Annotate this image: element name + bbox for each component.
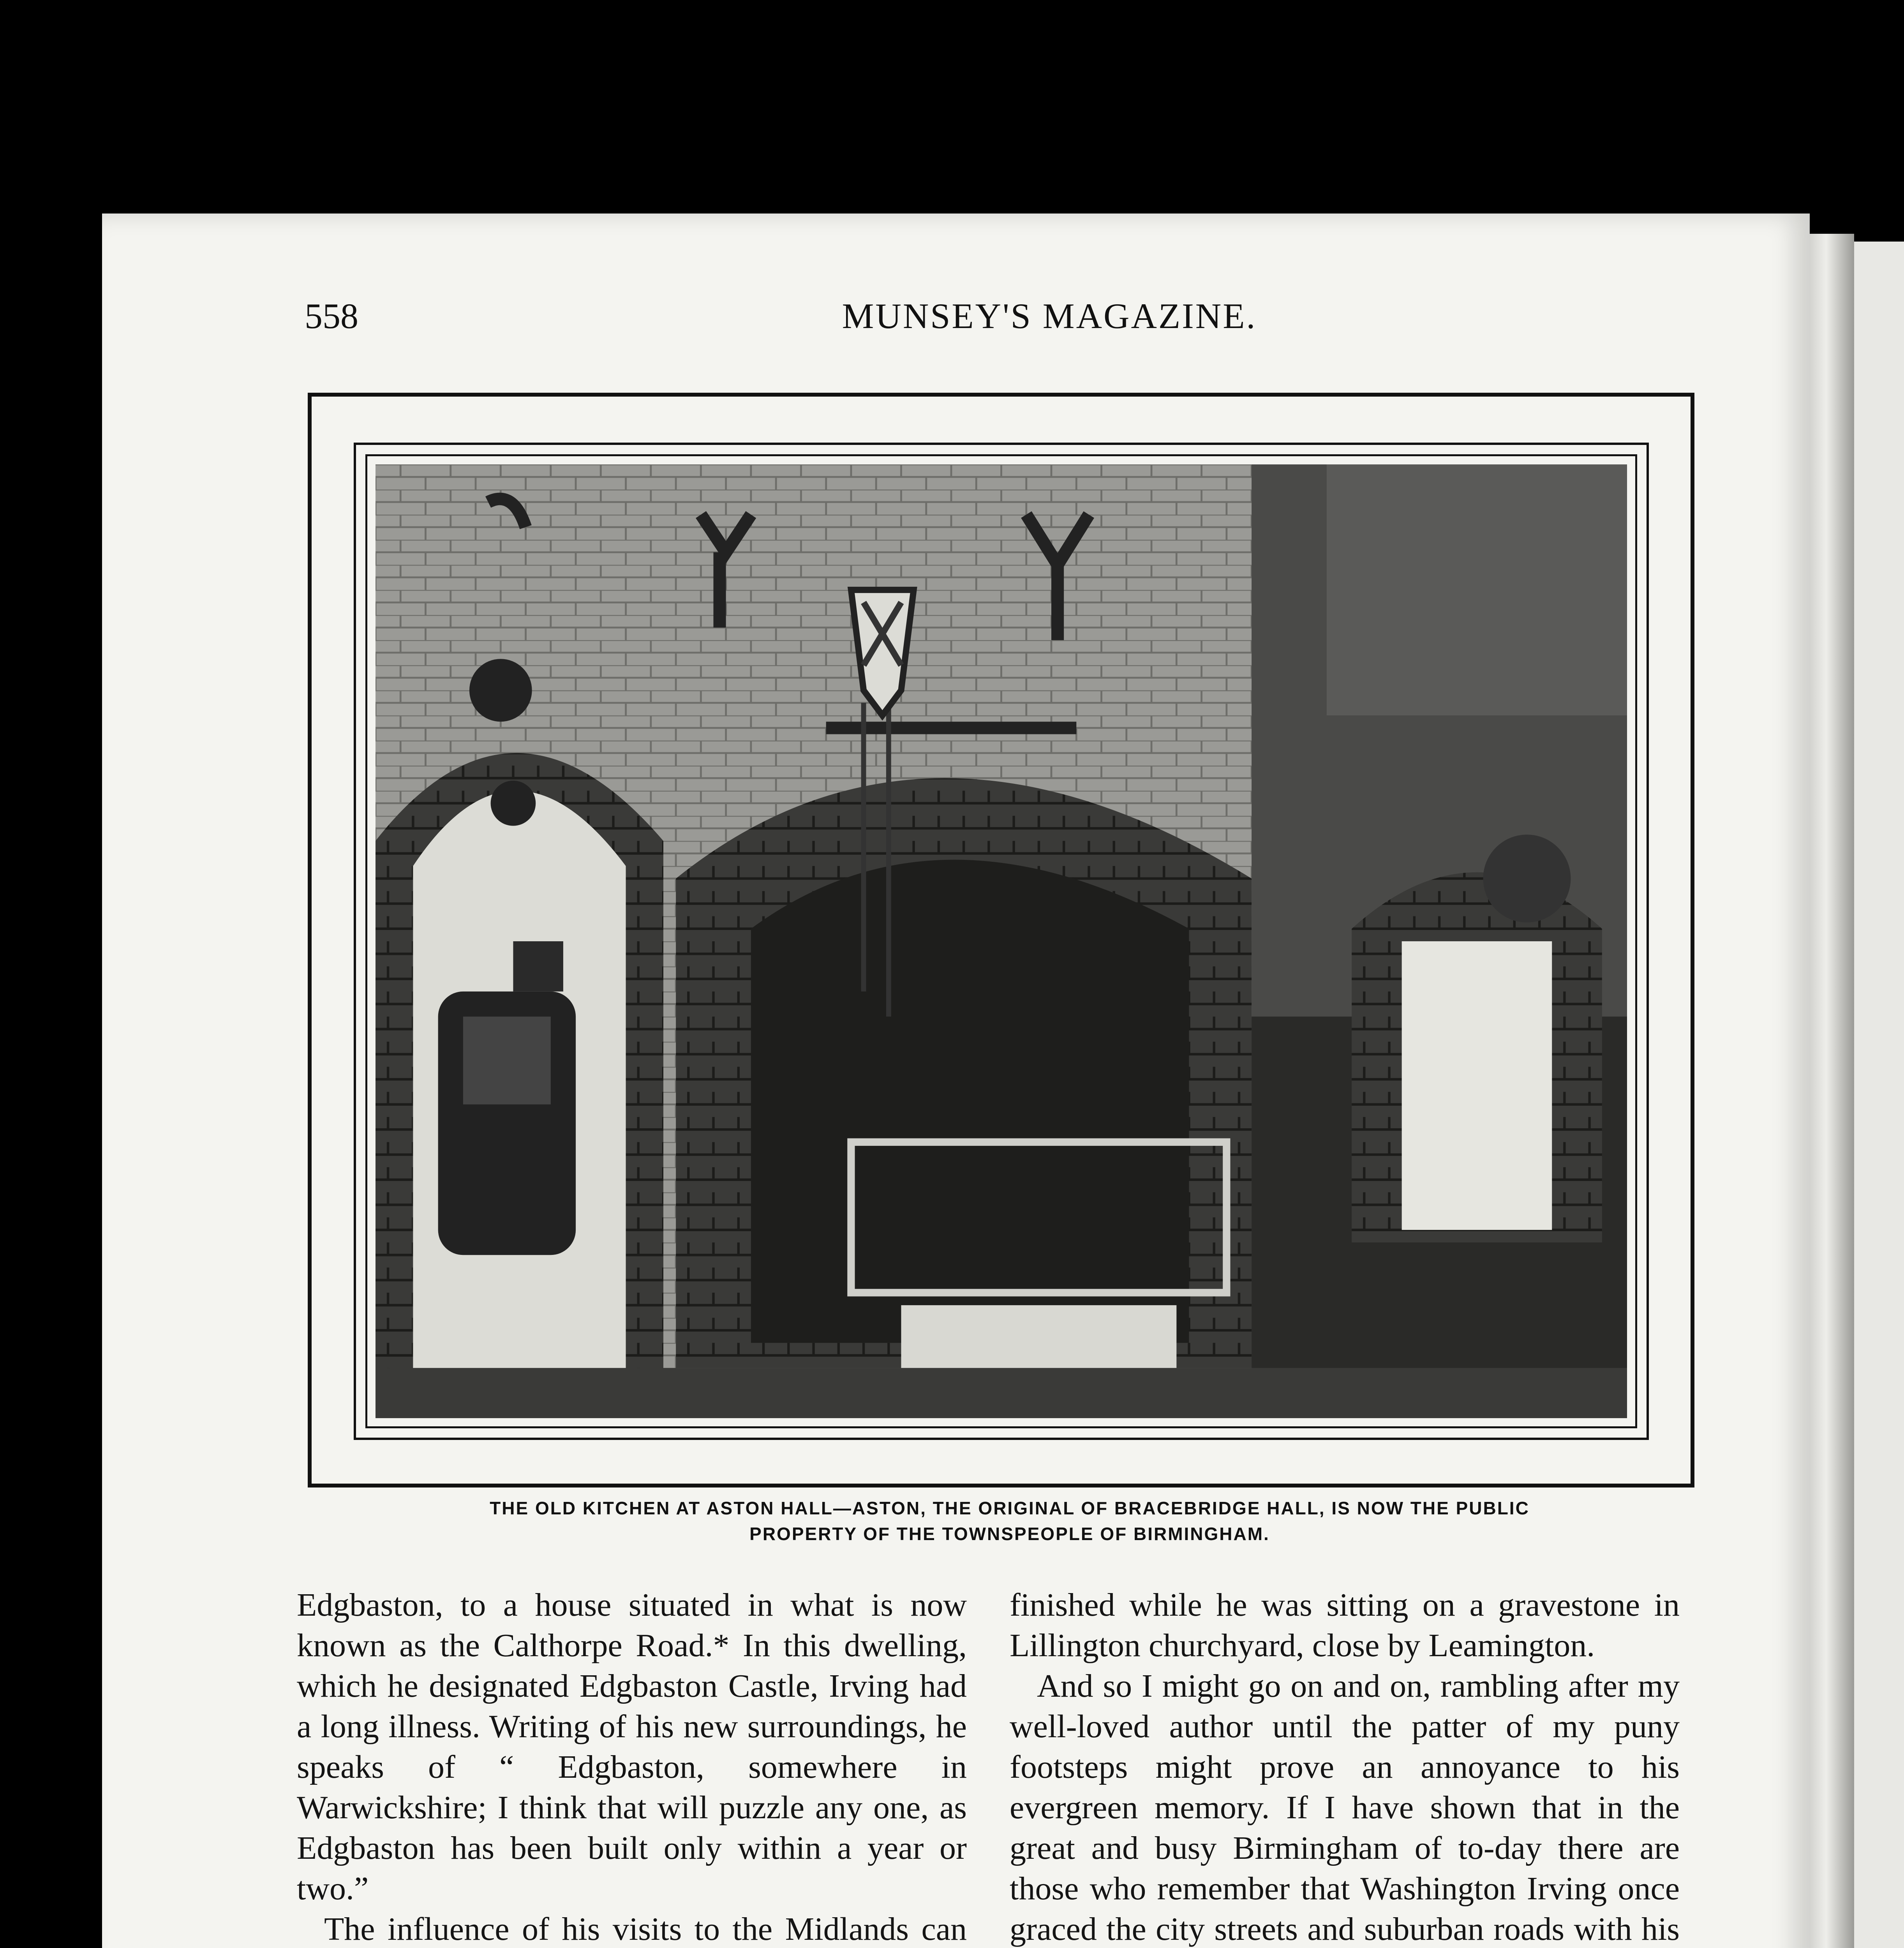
paragraph: And so I might go on and on, rambling after my well-loved author until the patter of my puny footsteps might prove an annoyance to his evergreen memory. If I have shown that in the great and busy Birmingham of to-day there are those who remember that Washington Irving once graced the city streets and suburban roads with his: [1010, 1668, 1680, 1947]
article-column-right: [1010, 1585, 1680, 1948]
page-edge-shadow: [1807, 234, 1854, 1948]
page-header: [102, 295, 1810, 342]
paragraph: Edgbaston, to a house situated in what is now known as the Calthorpe Road.* In this dwelling, which he designated Edgbaston Castle, Irving had a long illness. Writing of his new surroundings, he speaks of “ Edgbaston, somewhere in Warwickshire; I think that will puzzle any one, as Edgbaston has been built only within a year or two.”: [297, 1587, 967, 1907]
photo-frame-inner: [354, 443, 1649, 1440]
article-column-left: [297, 1585, 967, 1948]
paragraph: finished while he was sitting on a gravestone in Lillington churchyard, close by Leamington.: [1010, 1587, 1680, 1664]
page-number: 558: [305, 296, 358, 336]
kitchen-photo-illustration: [376, 464, 1627, 1418]
caption-line-2: PROPERTY OF THE TOWNSPEOPLE OF BIRMINGHAM.: [749, 1524, 1270, 1544]
kitchen-photograph: [376, 464, 1627, 1418]
magazine-page: [102, 214, 1810, 1948]
paragraph: The influence of his visits to the Midlands can: [324, 1911, 967, 1947]
caption-line-1: THE OLD KITCHEN AT ASTON HALL—ASTON, THE ORIGINAL OF BRACEBRIDGE HALL, IS NOW THE PUBLIC: [490, 1498, 1530, 1518]
next-page-edge: [1854, 242, 1904, 1948]
magazine-title: MUNSEY'S MAGAZINE.: [842, 296, 1257, 336]
photo-caption: [305, 1495, 1715, 1547]
photo-frame: [308, 393, 1694, 1487]
